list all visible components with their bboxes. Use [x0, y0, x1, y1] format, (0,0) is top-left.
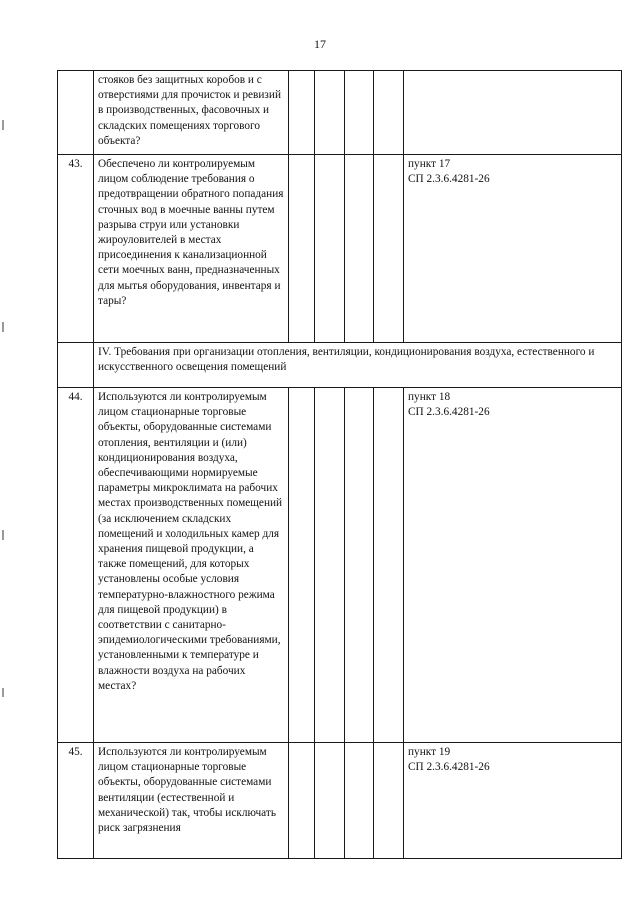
- answer-no-cell: [315, 388, 345, 743]
- answer-note-cell: [374, 155, 404, 343]
- answer-na-cell: [345, 71, 374, 155]
- item-question: Используются ли контролируемым лицом стационарные торговые объекты, оборудованные системами отопления, вентиляции и (или) кондиционирования воздуха, обеспечивающими нормируемые параметры микроклимата на рабочих местах производственных помещений (за исключением складских помещений и холодильных камер для хранения пищевой продукции, а также помещений, для которых установлены особые условия температурно-влажностного режима для пищевой продукции) в соответствии с санитарно-эпидемиологическими требованиями, установленными к температуре и влажности воздуха на рабочих местах?: [94, 388, 289, 743]
- page-number: 17: [314, 37, 326, 51]
- answer-yes-cell: [289, 388, 315, 743]
- item-number: [58, 71, 94, 155]
- section-row: [58, 343, 622, 388]
- answer-no-cell: [315, 71, 345, 155]
- item-reference: пункт 19 СП 2.3.6.4281-26: [404, 743, 622, 859]
- section-title: IV. Требования при организации отопления, вентиляции, кондиционирования воздуха, естественного и искусственного освещения помещений: [94, 343, 622, 388]
- answer-no-cell: [315, 743, 345, 859]
- item-question: стояков без защитных коробов и с отверстиями для прочисток и ревизий в производственных, фасовочных и складских помещениях торгового объекта?: [94, 71, 289, 155]
- item-number: 45.: [58, 743, 94, 859]
- item-number: 44.: [58, 388, 94, 743]
- item-question: Обеспечено ли контролируемым лицом соблюдение требования о предотвращении обратного попадания сточных вод в моечные ванны путем разрыва струи или установки жироуловителей в местах присоединения к канализационной сети моечных ванн, предназначенных для мытья оборудования, инвентаря и тары?: [94, 155, 289, 343]
- table-row: [58, 71, 622, 155]
- table-row: [58, 388, 622, 743]
- checklist-table: [57, 70, 622, 859]
- answer-yes-cell: [289, 71, 315, 155]
- answer-note-cell: [374, 388, 404, 743]
- answer-note-cell: [374, 71, 404, 155]
- answer-na-cell: [345, 388, 374, 743]
- item-number: 43.: [58, 155, 94, 343]
- scan-edge-mark: [2, 530, 4, 540]
- answer-note-cell: [374, 743, 404, 859]
- answer-yes-cell: [289, 743, 315, 859]
- answer-na-cell: [345, 743, 374, 859]
- item-reference: пункт 18 СП 2.3.6.4281-26: [404, 388, 622, 743]
- scan-edge-mark: [2, 120, 4, 130]
- scan-edge-mark: [2, 322, 4, 332]
- item-reference: пункт 17 СП 2.3.6.4281-26: [404, 155, 622, 343]
- scan-edge-mark: [2, 688, 4, 697]
- answer-no-cell: [315, 155, 345, 343]
- answer-na-cell: [345, 155, 374, 343]
- answer-yes-cell: [289, 155, 315, 343]
- section-number-cell: [58, 343, 94, 388]
- item-question: Используются ли контролируемым лицом стационарные торговые объекты, оборудованные системами вентиляции (естественной и механической) так, чтобы исключать риск загрязнения: [94, 743, 289, 859]
- table-row: [58, 743, 622, 859]
- table-row: [58, 155, 622, 343]
- item-reference: [404, 71, 622, 155]
